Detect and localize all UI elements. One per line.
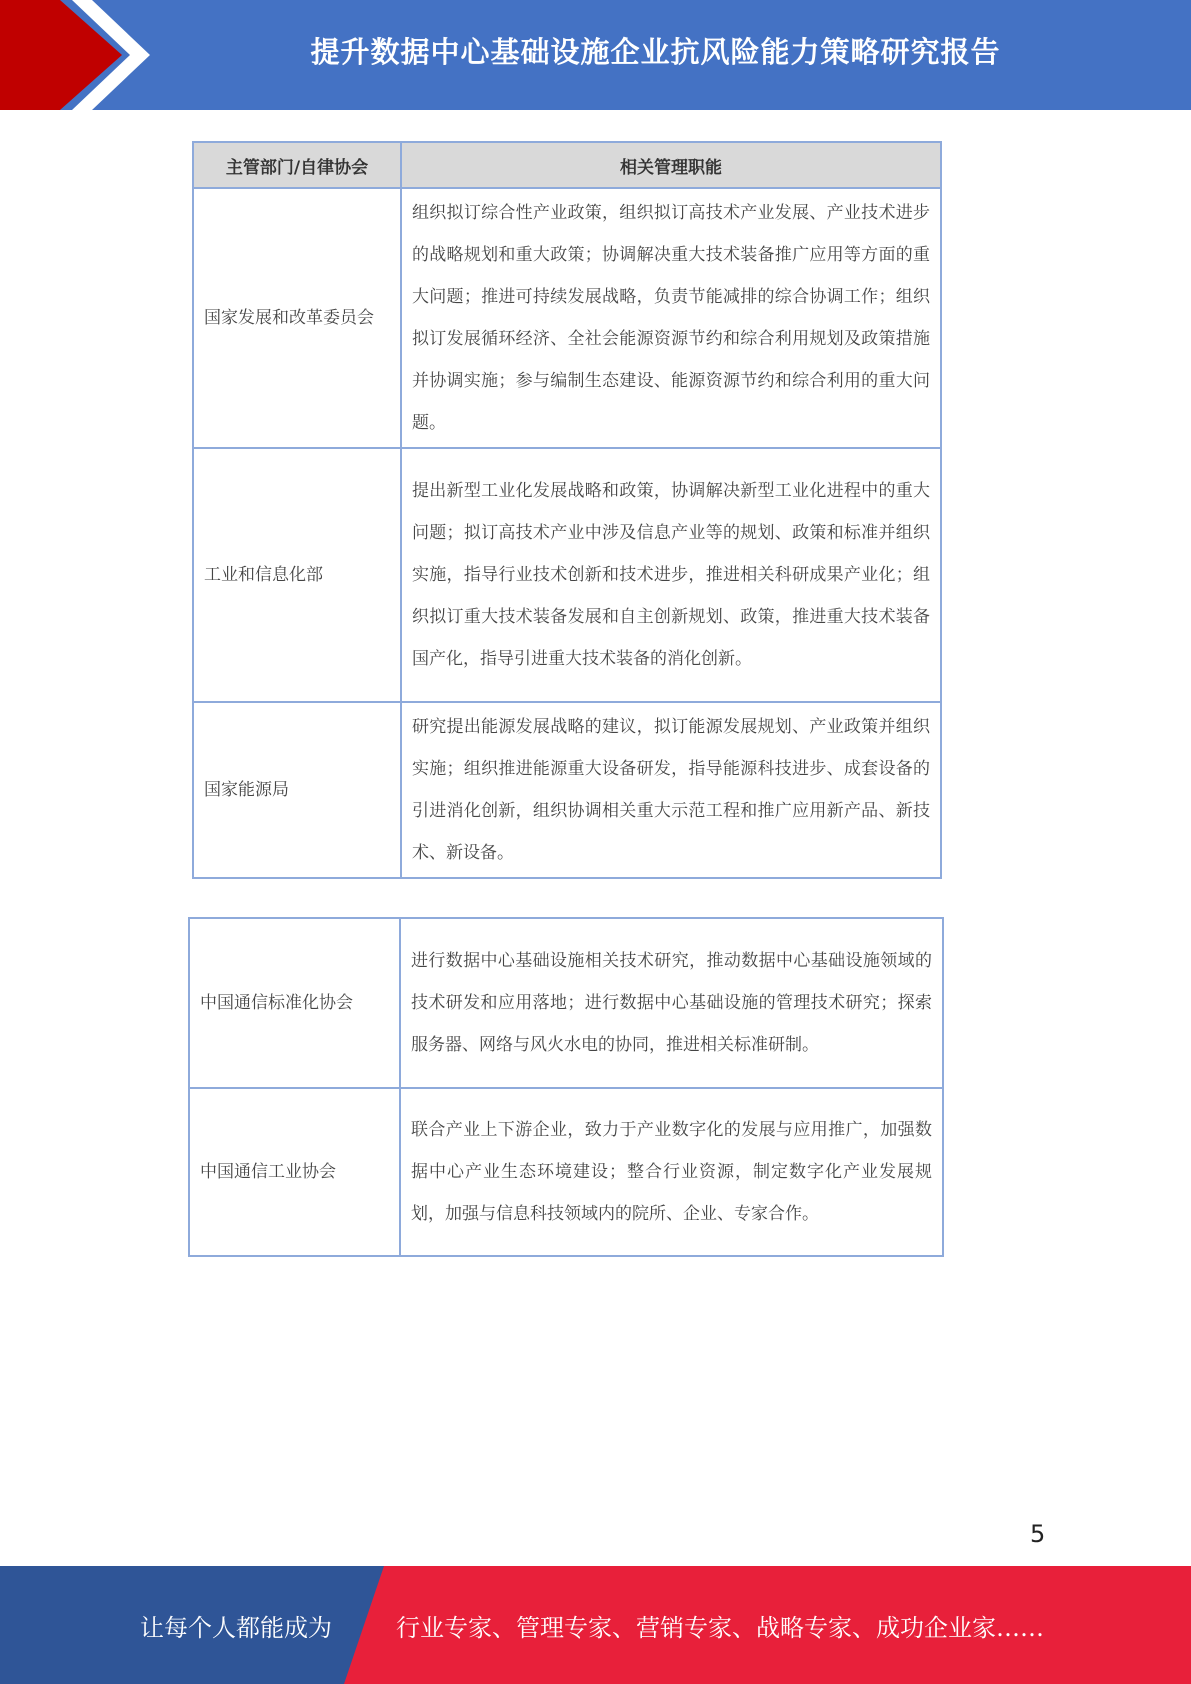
table-header-row [193,142,941,188]
table-row [189,918,943,1088]
regulatory-table-part1 [192,141,942,879]
table-row [193,188,941,448]
duty-cell: 联合产业上下游企业，致力于产业数字化的发展与应用推广，加强数据中心产业生态环境建设；整合行业资源，制定数字化产业发展规划，加强与信息科技领域内的院所、企业、专家合作。 [400,1088,943,1256]
page-footer [0,1566,1191,1684]
regulatory-table-part2 [188,917,944,1257]
duty-cell: 组织拟订综合性产业政策，组织拟订高技术产业发展、产业技术进步的战略规划和重大政策；协调解决重大技术装备推广应用等方面的重大问题；推进可持续发展战略，负责节能减排的综合协调工作；组织拟订发展循环经济、全社会能源资源节约和综合利用规划及政策措施并协调实施；参与编制生态建设、能源资源节约和综合利用的重大问题。 [401,188,941,448]
dept-cell: 中国通信工业协会 [189,1088,400,1256]
dept-cell: 工业和信息化部 [193,448,401,702]
report-title: 提升数据中心基础设施企业抗风险能力策略研究报告 [310,34,1001,69]
footer-slogan-right: 行业专家、管理专家、营销专家、战略专家、成功企业家…… [396,1613,1044,1642]
table-row [193,448,941,702]
duty-cell: 进行数据中心基础设施相关技术研究，推动数据中心基础设施领域的技术研发和应用落地；进行数据中心基础设施的管理技术研究；探索服务器、网络与风火水电的协同，推进相关标准研制。 [400,918,943,1088]
dept-cell: 中国通信标准化协会 [189,918,400,1088]
column-header-duty: 相关管理职能 [401,142,941,188]
footer-slogan-left: 让每个人都能成为 [140,1613,332,1642]
duty-cell: 提出新型工业化发展战略和政策，协调解决新型工业化进程中的重大问题；拟订高技术产业中涉及信息产业等的规划、政策和标准并组织实施，指导行业技术创新和技术进步，推进相关科研成果产业化；组织拟订重大技术装备发展和自主创新规划、政策，推进重大技术装备国产化，指导引进重大技术装备的消化创新。 [401,448,941,702]
page-number: 5 [1030,1520,1046,1548]
column-header-dept: 主管部门/自律协会 [193,142,401,188]
duty-cell: 研究提出能源发展战略的建议，拟订能源发展规划、产业政策并组织实施；组织推进能源重大设备研发，指导能源科技进步、成套设备的引进消化创新，组织协调相关重大示范工程和推广应用新产品、新技术、新设备。 [401,702,941,878]
table-row [193,702,941,878]
table-row [189,1088,943,1256]
page-header [0,0,1191,110]
dept-cell: 国家发展和改革委员会 [193,188,401,448]
dept-cell: 国家能源局 [193,702,401,878]
